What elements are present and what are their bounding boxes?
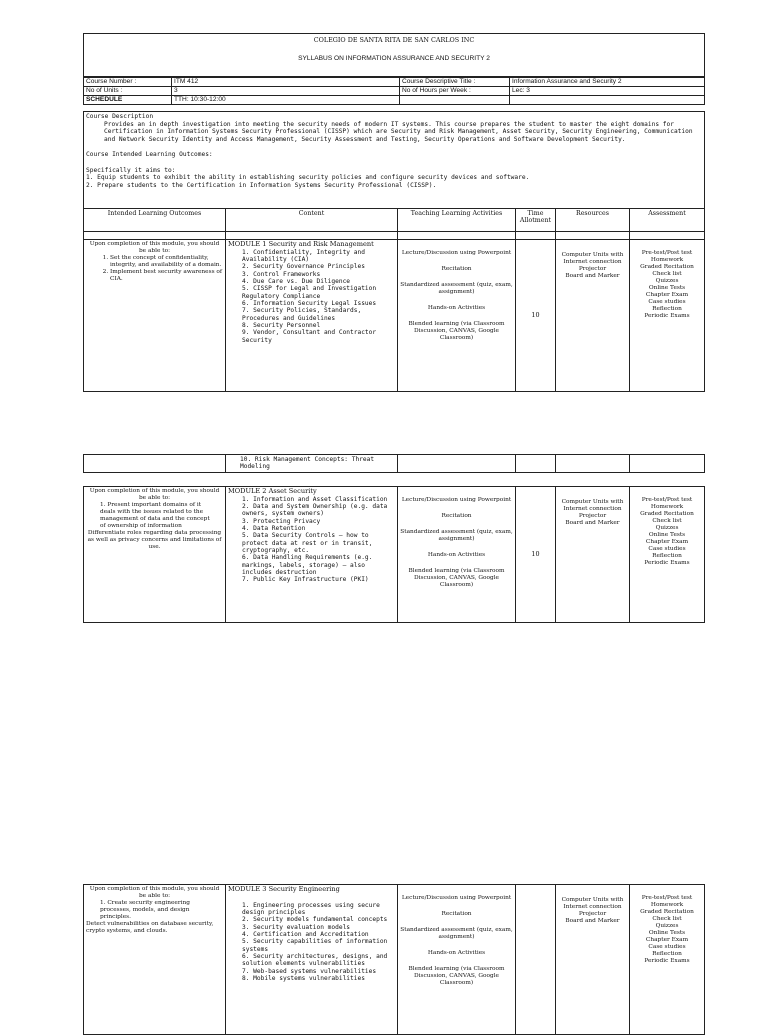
assessment-item: Periodic Exams [644,312,690,319]
content-item: 7. Security Policies, Standards, Procedures and Guidelines [242,307,362,322]
assessment-item: Reflection [652,305,682,312]
description-heading: Course Description [86,113,154,120]
tla-item: Hands-on Activities [427,949,486,956]
tla-item: Recitation [441,512,472,519]
content-item: 5. Data Security Controls – how to protect data at rest or in transit, cryptography, etc. [242,532,373,554]
assessment-item: Case studies [648,943,686,950]
content-item: 8. Mobile systems vulnerabilities [242,974,365,982]
ilo-item: 2. Implement best security awareness of CIA. [110,269,223,283]
syllabus-title: SYLLABUS ON INFORMATION ASSURANCE AND SECURITY 2 [298,55,490,62]
module-3-resources [556,885,630,1035]
document-header [83,33,705,77]
assessment-item: Chapter Exam [645,291,689,298]
assessment-item: Graded Recitation [640,908,694,915]
content-item: 6. Data Handling Requirements (e.g. markings, labels, storage) – also includes destruction [242,554,373,576]
module-2-time: 10 [516,487,556,623]
units-label: No of Units : [84,87,172,96]
resource-item: Computer Units with Internet connection [561,897,624,910]
content-item: 8. Security Personnel [242,321,321,329]
module-2-tla [398,487,516,623]
assessment-item: Homework [650,503,684,510]
module-3-time [516,885,556,1035]
resource-item: Projector [578,265,607,272]
ilo-heading: Course Intended Learning Outcomes: [86,151,213,159]
content-item: 4. Data Retention [242,525,306,533]
content-item: 3. Security evaluation models [242,923,351,931]
course-number-value: ITM 412 [172,78,400,87]
tla-item: Hands-on Activities [427,551,486,558]
content-item: 6. Security architectures, designs, and solution elements vulnerabilities [242,952,388,968]
content-item: 1. Information and Asset Classification [242,495,388,503]
assessment-item: Periodic Exams [644,559,690,566]
assessment-item: Quizzes [655,277,679,284]
module-2-ilo [84,487,226,623]
content-item: 7. Public Key Infrastructure (PKI) [242,576,369,584]
assessment-item: Periodic Exams [644,957,690,964]
module-2-table [83,486,705,623]
content-item: 2. Security Governance Principles [242,263,365,271]
module-2-content [226,487,398,623]
module-1-table [83,208,705,392]
tla-item: Standardized assessment (quiz, exam, assignment) [400,926,513,940]
assessment-item: Reflection [652,552,682,559]
content-item: 3. Control Frameworks [242,270,321,278]
module-1-ilo [84,240,226,392]
assessment-item: Pre-test/Post test [641,497,693,503]
content-item: 10. Risk Management Concepts: Threat Modeling [226,455,398,473]
assessment-item: Case studies [648,298,686,305]
tla-item: Blended learning (via Classroom Discussion, CANVAS, Google Classroom) [408,567,505,588]
module-3-tla [398,885,516,1035]
col-assessment-header: Assessment [630,209,705,232]
units-value: 3 [172,87,400,96]
resource-item: Projector [578,512,607,519]
content-item: 5. Security capabilities of information systems [242,938,388,953]
content-item: 1. Engineering processes using secure design principles [242,901,380,917]
assessment-item: Chapter Exam [645,538,689,545]
module-3-assessment [630,885,705,1035]
resource-item: Board and Marker [565,917,620,924]
tla-item: Blended learning (via Classroom Discussion, CANVAS, Google Classroom) [408,320,505,341]
tla-item: Standardized assessment (quiz, exam, assignment) [400,528,513,542]
content-item: 3. Protecting Privacy [242,517,321,525]
module-3-table [83,884,705,1035]
assessment-item: Check list [652,517,682,524]
tla-item: Standardized assessment (quiz, exam, assignment) [400,281,513,295]
tla-item: Recitation [441,910,472,917]
module-3-title: MODULE 3 Security Engineering [228,885,340,893]
assessment-item: Graded Recitation [640,510,694,517]
resource-item: Computer Units with Internet connection [561,252,624,265]
col-ilo-header: Intended Learning Outcomes [84,209,226,232]
module-1-resources [556,240,630,392]
ilo-intro: Upon completion of this module, you should be able to: [89,886,220,899]
assessment-item: Chapter Exam [645,936,689,943]
hours-label: No of Hours per Week : [400,87,510,96]
course-number-label: Course Number : [84,78,172,87]
assessment-item: Pre-test/Post test [641,250,693,256]
empty-cell [400,96,510,105]
content-item: 2. Data and System Ownership (e.g. data owners, system owners) [242,503,388,518]
assessment-item: Quizzes [655,922,679,929]
assessment-item: Homework [650,256,684,263]
col-time-header: Time Allotment [516,209,556,232]
assessment-item: Reflection [652,950,682,957]
aims-heading: Specifically it aims to: [86,166,176,174]
assessment-item: Online Tests [648,284,686,291]
assessment-item: Online Tests [648,531,686,538]
module-2-title: MODULE 2 Asset Security [228,487,317,495]
description-body: Provides an in depth investigation into meeting the security needs of modern IT systems. This course prepares the student to master the eight domains for Certification in Information Systems Security Professional (CISSP) which are Security and Risk Management, Asset Security, Security Engineering, Communication and Network Security Identity and Access Management, Security Assessment and Testing, Security Operations and Software Development Security. [104,120,693,143]
assessment-item: Online Tests [648,929,686,936]
module-2-assessment [630,487,705,623]
resource-item: Computer Units with Internet connection [561,499,624,512]
course-description [83,111,705,211]
col-resources-header: Resources [556,209,630,232]
content-item: 1. Confidentiality, Integrity and Availability (CIA) [242,248,365,264]
aim-1: 1. Equip students to exhibit the ability in establishing security policies and configure security devices and software. [86,174,530,182]
assessment-item: Graded Recitation [640,263,694,270]
tla-item: Recitation [441,265,472,272]
schedule-label: SCHEDULE [84,96,172,105]
assessment-item: Check list [652,270,682,277]
schedule-value: TTH: 10:30-12:00 [172,96,400,105]
college-name: COLEGIO DE SANTA RITA DE SAN CARLOS INC [313,36,475,44]
col-tla-header: Teaching Learning Activities [398,209,516,232]
tla-item: Lecture/Discussion using Powerpoint [401,895,512,901]
content-item: 4. Certification and Accreditation [242,931,369,939]
module-2-resources [556,487,630,623]
module-1-assessment [630,240,705,392]
module-1-continuation-table [83,454,705,473]
ilo-intro: Upon completion of this module, you should be able to: [89,488,220,501]
descriptive-title-value: Information Assurance and Security 2 [510,78,705,87]
ilo-item: Detect vulnerabilities on database security, crypto systems, and clouds. [86,920,214,934]
aim-2: 2. Prepare students to the Certification in Information Systems Security Professional (CISSP). [86,181,437,189]
ilo-item: 1. Present important domains of it deals with the issues related to the management of data and the concept of ownership of information [100,501,210,529]
assessment-item: Quizzes [655,524,679,531]
hours-value: Lec: 3 [510,87,705,96]
assessment-item: Pre-test/Post test [641,895,693,901]
resource-item: Board and Marker [565,272,620,279]
empty-cell [510,96,705,105]
tla-item: Hands-on Activities [427,304,486,311]
resource-item: Board and Marker [565,519,620,526]
assessment-item: Homework [650,901,684,908]
content-item: 5. CISSP for Legal and Investigation Regulatory Compliance [242,285,377,300]
content-item: 4. Due Care vs. Due Diligence [242,278,351,286]
content-item: 6. Information Security Legal Issues [242,299,377,307]
module-3-ilo [84,885,226,1035]
tla-item: Lecture/Discussion using Powerpoint [401,250,512,256]
course-info-table [83,77,705,105]
assessment-item: Case studies [648,545,686,552]
ilo-item: 1. Set the concept of confidentiality, integrity, and availability of a domain. [110,255,223,269]
content-item: 9. Vendor, Consultant and Contractor Security [242,329,377,344]
resource-item: Projector [578,910,607,917]
module-1-content [226,240,398,392]
content-item: 7. Web-based systems vulnerabilities [242,967,377,975]
ilo-item: 1. Create security engineering processes, models, and design principles. [100,899,190,920]
module-1-tla [398,240,516,392]
assessment-item: Check list [652,915,682,922]
ilo-intro: Upon completion of this module, you should be able to: [89,241,220,254]
content-item: 2. Security models fundamental concepts [242,916,388,924]
module-1-time: 10 [516,240,556,392]
descriptive-title-label: Course Descriptive Title : [400,78,510,87]
tla-item: Blended learning (via Classroom Discussion, CANVAS, Google Classroom) [408,965,505,986]
module-1-title: MODULE 1 Security and Risk Management [228,240,374,248]
tla-item: Lecture/Discussion using Powerpoint [401,497,512,503]
ilo-item: Differentiate roles regarding data processing as well as privacy concerns and limitations of use. [87,529,222,550]
module-3-content [226,885,398,1035]
col-content-header: Content [226,209,398,232]
